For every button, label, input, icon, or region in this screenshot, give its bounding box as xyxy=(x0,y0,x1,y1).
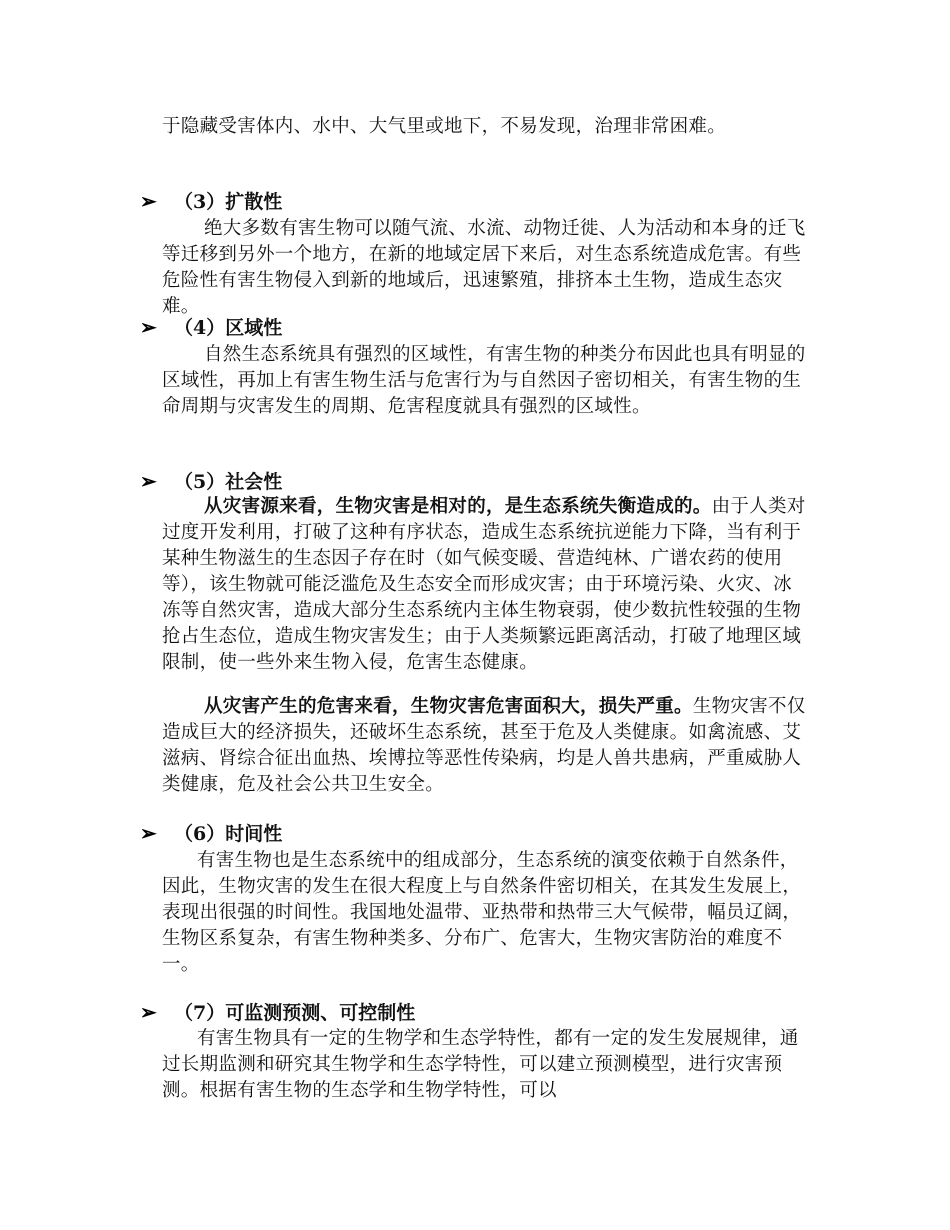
heading-text: （6）时间性 xyxy=(174,823,283,845)
body-text-2: 生物灾害不仅造成巨大的经济损失，还破坏生态系统，甚至于危及人类健康。如禽流感、艾滋病、肾综合征出血热、埃博拉等恶性传染病，均是人兽共患病，严重威胁人类健康，危及社会公共卫生安全。 xyxy=(162,696,806,795)
heading-text: （4）区域性 xyxy=(174,317,283,339)
arrow-bullet-icon: ➢ xyxy=(140,189,157,213)
bold-lead-2: 从灾害产生的危害来看，生物灾害危害面积大，损失严重。 xyxy=(204,696,693,717)
paragraph-monitorable: 有害生物具有一定的生物学和生态学特性，都有一定的发生发展规律，通过长期监测和研究其生物学和生态学特性，可以建立预测模型，进行灾害预测。根据有害生物的生态学和生物学特性，可以 xyxy=(162,1028,799,1101)
heading-text: （3）扩散性 xyxy=(174,191,283,213)
heading-social xyxy=(140,468,282,495)
arrow-bullet-icon: ➢ xyxy=(140,469,157,493)
paragraph-diffusion: 绝大多数有害生物可以随气流、水流、动物迁徙、人为活动和本身的迁飞等迁移到另外一个地方，在新的地域定居下来后，对生态系统造成危害。有些危险性有害生物侵入到新的地域后，迅速繁殖，排挤本土生物，造成生态灾难。 xyxy=(162,218,806,317)
heading-temporal xyxy=(140,820,282,847)
heading-regional xyxy=(140,314,282,341)
paragraph-regional: 自然生态系统具有强烈的区域性，有害生物的种类分布因此也具有明显的区域性，再加上有害生物生活与危害行为与自然因子密切相关，有害生物的生命周期与灾害发生的周期、危害程度就具有强烈的区域性。 xyxy=(162,344,806,417)
heading-monitorable xyxy=(140,999,415,1026)
heading-text: （7）可监测预测、可控制性 xyxy=(174,1002,416,1024)
paragraph-temporal: 有害生物也是生态系统中的组成部分，生态系统的演变依赖于自然条件，因此，生物灾害的发生在很大程度上与自然条件密切相关，在其发生发展上，表现出很强的时间性。我国地处温带、亚热带和热带三大气候带，幅员辽阔，生物区系复杂，有害生物种类多、分布广、危害大，生物灾害防治的难度不一。 xyxy=(162,850,802,975)
arrow-bullet-icon: ➢ xyxy=(140,821,157,845)
heading-diffusion xyxy=(140,188,282,215)
paragraph-top: 于隐藏受害体内、水中、大气里或地下，不易发现，治理非常困难。 xyxy=(162,116,727,137)
arrow-bullet-icon: ➢ xyxy=(140,1000,157,1024)
bold-lead-1: 从灾害源来看，生物灾害是相对的，是生态系统失衡造成的。 xyxy=(204,496,712,517)
body-text-1: 由于人类对过度开发利用，打破了这种有序状态，造成生态系统抗逆能力下降，当有利于某种生物滋生的生态因子存在时（如气候变暖、营造纯林、广谱农药的使用等），该生物就可能泛滥危及生态安全而形成灾害；由于环境污染、火灾、冰冻等自然灾害，造成大部分生态系统内主体生物衰弱，使少数抗性较强的生物抢占生态位，造成生物灾害发生；由于人类频繁远距离活动，打破了地理区域限制，使一些外来生物入侵，危害生态健康。 xyxy=(162,496,806,673)
arrow-bullet-icon: ➢ xyxy=(140,315,157,339)
heading-text: （5）社会性 xyxy=(174,471,283,493)
paragraph-social-2 xyxy=(162,694,810,798)
paragraph-social-1 xyxy=(162,494,810,676)
